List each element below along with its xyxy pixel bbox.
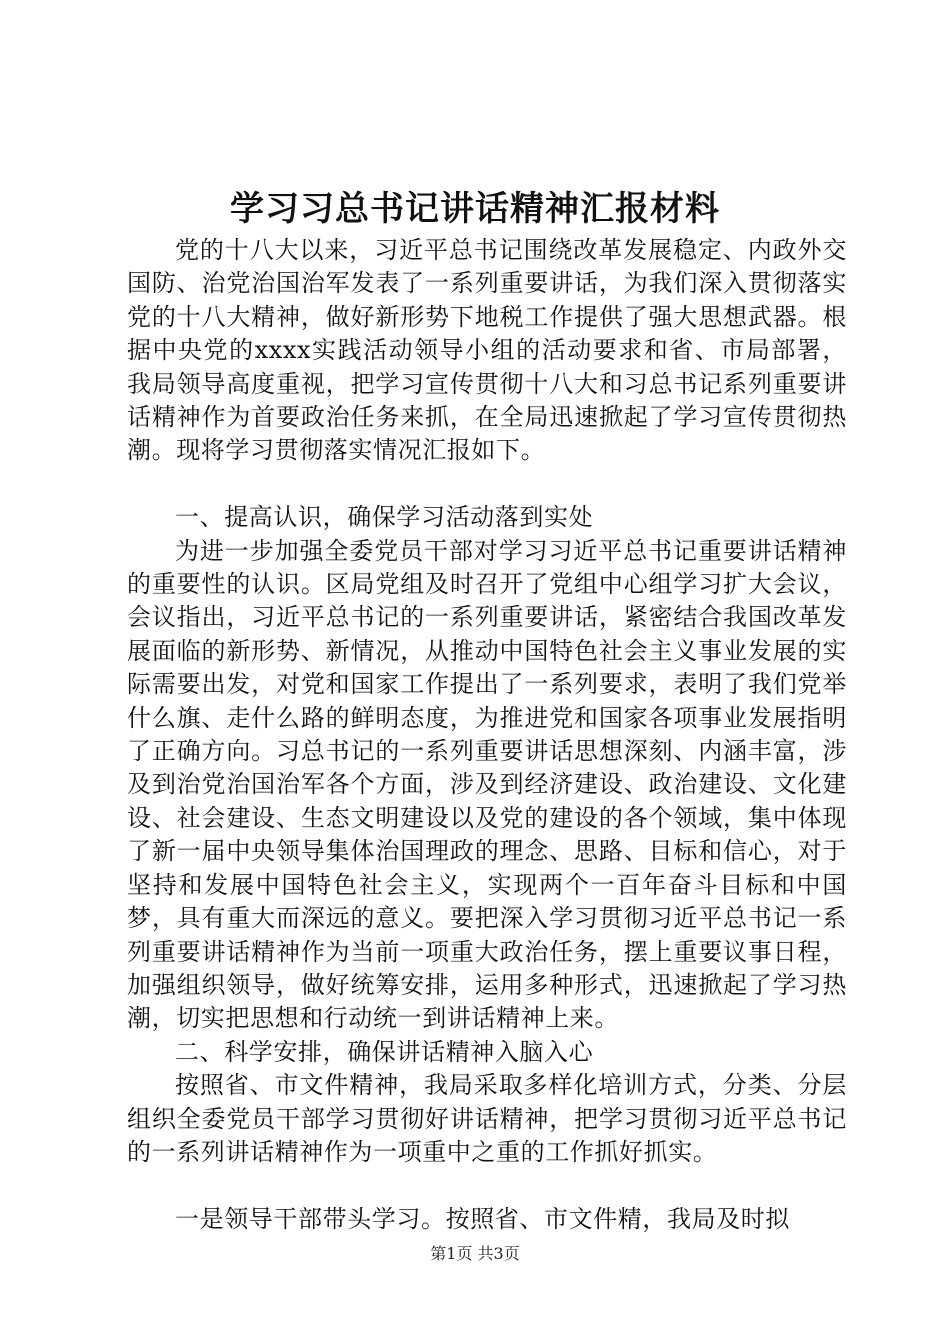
paragraph-point-1: 一是领导干部带头学习。按照省、市文件精，我局及时拟 bbox=[175, 1204, 790, 1233]
section-heading-2: 二、科学安排，确保讲话精神入脑入心 bbox=[175, 1037, 594, 1066]
document-body bbox=[127, 234, 847, 1236]
paragraph-intro: 党的十八大以来，习近平总书记围绕改革发展稳定、内政外交国防、治党治国治军发表了一系列重要讲话，为我们深入贯彻落实党的十八大精神，做好新形势下地税工作提供了强大思想武器。根据中央党的xxxx实践活动领导小组的活动要求和省、市局部署，我局领导高度重视，把学习宣传贯彻十八大和习总书记系列重要讲话精神作为首要政治任务来抓，在全局迅速掀起了学习宣传贯彻热潮。现将学习贯彻落实情况汇报如下。 bbox=[127, 236, 847, 465]
section-heading-1: 一、提高认识，确保学习活动落到实处 bbox=[175, 503, 594, 532]
document-title: 学习习总书记讲话精神汇报材料 bbox=[230, 189, 720, 229]
page-number: 第1页 共3页 bbox=[430, 1244, 520, 1263]
paragraph-section-2: 按照省、市文件精神，我局采取多样化培训方式，分类、分层组织全委党员干部学习贯彻好讲话精神，把学习贯彻习近平总书记的一系列讲话精神作为一项重中之重的工作抓好抓实。 bbox=[127, 1071, 847, 1166]
paragraph-section-1: 为进一步加强全委党员干部对学习习近平总书记重要讲话精神的重要性的认识。区局党组及时召开了党组中心组学习扩大会议，会议指出，习近平总书记的一系列重要讲话，紧密结合我国改革发展面临的新形势、新情况，从推动中国特色社会主义事业发展的实际需要出发，对党和国家工作提出了一系列要求，表明了我们党举什么旗、走什么路的鲜明态度，为推进党和国家各项事业发展指明了正确方向。习总书记的一系列重要讲话思想深刻、内涵丰富，涉及到治党治国治军各个方面，涉及到经济建设、政治建设、文化建设、社会建设、生态文明建设以及党的建设的各个领域，集中体现了新一届中央领导集体治国理政的理念、思路、目标和信心，对于坚持和发展中国特色社会主义，实现两个一百年奋斗目标和中国梦，具有重大而深远的意义。要把深入学习贯彻习近平总书记一系列重要讲话精神作为当前一项重大政治任务，摆上重要议事日程，加强组织领导，做好统筹安排，运用多种形式，迅速掀起了学习热潮，切实把思想和行动统一到讲话精神上来。 bbox=[127, 536, 847, 1033]
